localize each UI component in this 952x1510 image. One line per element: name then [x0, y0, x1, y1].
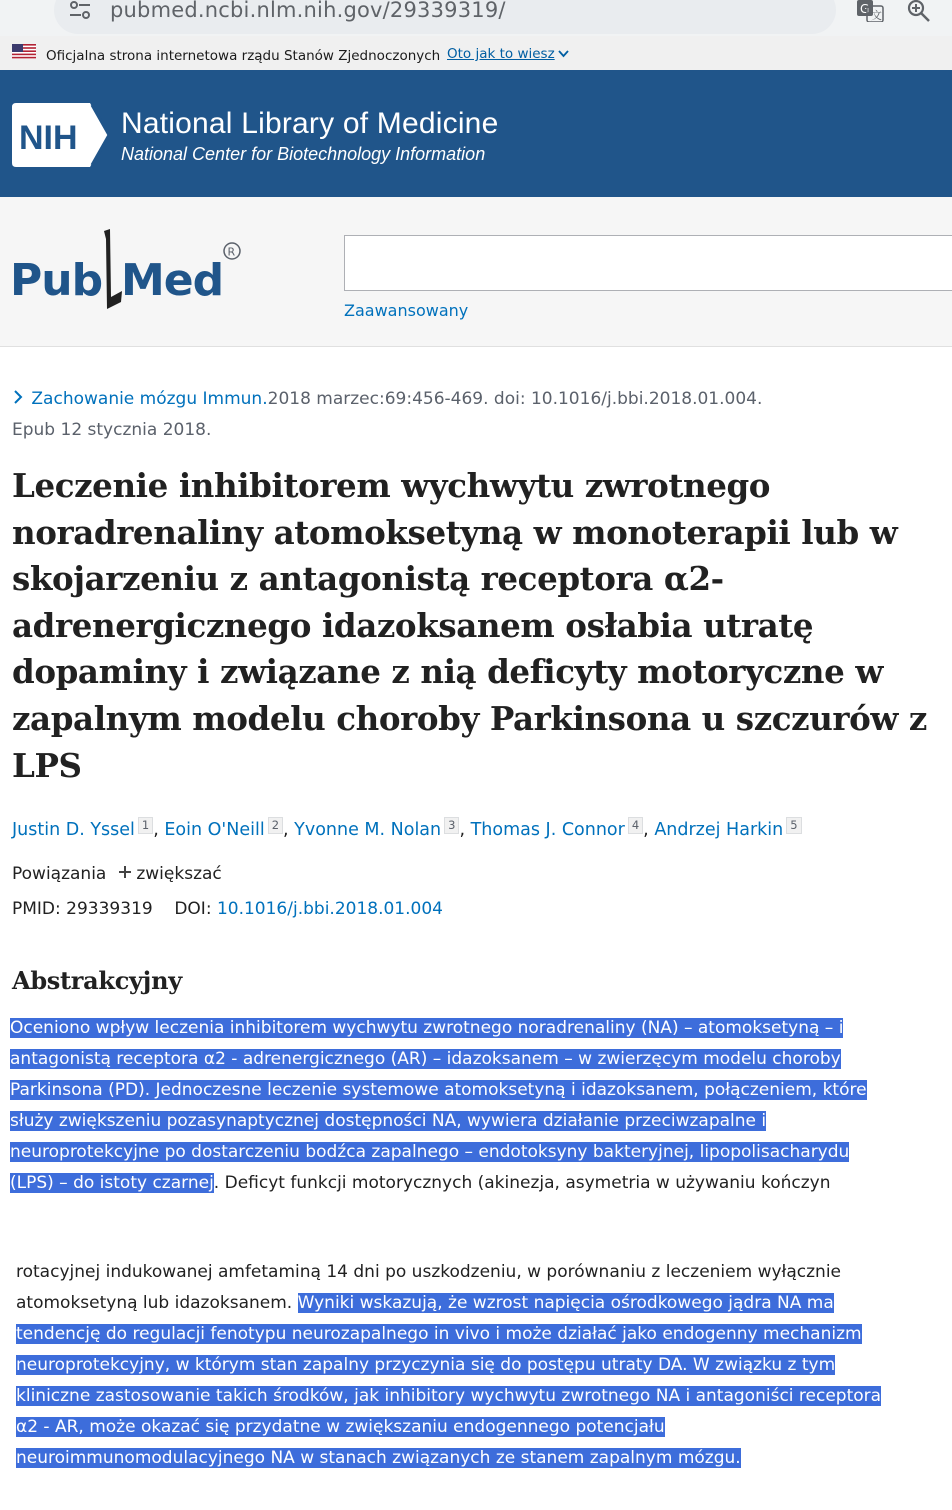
- selected-text: Oceniono wpływ leczenia inhibitorem wychwytu zwrotnego noradrenaliny (NA) – atomoksetyną – i: [10, 1018, 844, 1038]
- selected-text: neuroimmunomodulacyjnego NA w stanach związanych ze stanem zapalnym mózgu.: [16, 1448, 741, 1468]
- affiliations-toggle[interactable]: [12, 864, 222, 884]
- doi-label: DOI:: [174, 899, 212, 919]
- selected-text: kliniczne zastosowanie takich środków, jak inhibitory wychwytu zwrotnego NA i antagoniści receptora: [16, 1386, 882, 1406]
- advanced-search-link[interactable]: Zaawansowany: [344, 301, 469, 320]
- author-link[interactable]: Eoin O'Neill: [164, 820, 265, 840]
- us-flag-icon: [12, 44, 36, 59]
- selected-text: (LPS) – do istoty czarnej: [10, 1173, 214, 1193]
- abstract-line: [16, 1350, 835, 1381]
- nih-logo[interactable]: [12, 103, 110, 167]
- abstract-line: [10, 1137, 849, 1168]
- nih-subtitle: National Center for Biotechnology Information: [121, 144, 486, 164]
- epub-date: Epub 12 stycznia 2018.: [12, 420, 212, 440]
- expand-label: zwiększać: [136, 864, 222, 884]
- affiliations-label: Powiązania: [12, 864, 107, 884]
- abstract-heading: Abstrakcyjny: [12, 966, 182, 995]
- author-link[interactable]: Justin D. Yssel: [12, 820, 135, 840]
- selected-text: tendencję do regulacji fenotypu neurozapalnego in vivo i może działać jako endogenny mechanizm: [16, 1324, 862, 1344]
- svg-text:Med: Med: [121, 255, 224, 306]
- abstract-line: [16, 1319, 862, 1350]
- abstract-line: [10, 1044, 841, 1075]
- pubmed-logo[interactable]: [10, 227, 246, 309]
- svg-text:NIH: NIH: [19, 119, 78, 157]
- affiliation-ref[interactable]: 2: [268, 817, 283, 834]
- abstract-line: [16, 1257, 841, 1288]
- chevron-right-icon: [12, 390, 26, 404]
- article-title: Leczenie inhibitorem wychwytu zwrotnego noradrenaliny atomoksetyną w monoterapii lub w skojarzeniu z antagonistą receptora α2-adrenergicznego idazoksanem osłabia utratę dopaminy i związane z nią deficyty motoryczne w zapalnym modelu choroby Parkinsona u szczurów z LPS: [12, 466, 927, 785]
- svg-text:R: R: [227, 245, 236, 259]
- author-link[interactable]: Andrzej Harkin: [654, 820, 784, 840]
- url-text[interactable]: pubmed.ncbi.nlm.nih.gov/29339319/: [110, 0, 506, 22]
- selected-text: antagonistą receptora α2 ‐ adrenergicznego (AR) – idazoksanem – w zwierzęcym modelu choroby: [10, 1049, 841, 1069]
- abstract-line: [16, 1288, 834, 1319]
- abstract-line: [10, 1013, 843, 1044]
- selected-text: neuroprotekcyjny, w którym stan zapalny przyczynia się do postępu utraty DA. W związku z tym: [16, 1355, 836, 1375]
- author-link[interactable]: Thomas J. Connor: [470, 820, 625, 840]
- abstract-line: [10, 1106, 766, 1137]
- journal-link[interactable]: Zachowanie mózgu Immun.: [31, 389, 268, 409]
- selected-text: α2 ‐ AR, może okazać się przydatne w zwiększaniu endogennego potencjału: [16, 1417, 665, 1437]
- gov-banner: [0, 36, 952, 70]
- selected-text: Wyniki wskazują, że wzrost napięcia ośrodkowego jądra NA ma: [297, 1293, 834, 1313]
- abstract-line: [16, 1443, 741, 1474]
- abstract-line: [16, 1412, 665, 1443]
- gov-banner-link[interactable]: [447, 46, 569, 62]
- svg-text:G: G: [860, 2, 870, 16]
- nih-header: [0, 70, 952, 197]
- site-settings-icon[interactable]: [66, 0, 94, 22]
- abstract-line: [10, 1168, 830, 1199]
- translate-icon[interactable]: [856, 0, 884, 22]
- selected-text: neuroprotekcyjne po dostarczeniu bodźca zapalnego – endotoksyny bakteryjnej, lipopolisacharydu: [10, 1142, 850, 1162]
- chevron-down-icon: [558, 50, 569, 58]
- pmid-label: PMID:: [12, 899, 61, 919]
- authors-list: Justin D. Yssel 1 , Eoin O'Neill 2 , Yvonne M. Nolan 3 , Thomas J. Connor 4 , Andrzej Harkin 5: [12, 815, 942, 845]
- plus-icon: [118, 865, 132, 879]
- citation-details: 2018 marzec:69:456-469. doi: 10.1016/j.bbi.2018.01.004.: [267, 389, 763, 409]
- abstract-text-plain: atomoksetyną lub idazoksanem.: [16, 1293, 298, 1313]
- search-input[interactable]: [344, 235, 952, 291]
- selected-text: służy zwiększeniu pozasynaptycznej dostępności NA, wywiera działanie przeciwzapalne i: [10, 1111, 767, 1131]
- pmid-value: 29339319: [66, 899, 153, 919]
- gov-banner-text: Oficjalna strona internetowa rządu Stanów Zjednoczonych: [46, 48, 441, 64]
- abstract-line: [16, 1381, 881, 1412]
- abstract-text-plain: rotacyjnej indukowanej amfetaminą 14 dni po uszkodzeniu, w porównaniu z leczeniem wyłącznie: [16, 1262, 842, 1282]
- affiliation-ref[interactable]: 3: [444, 817, 459, 834]
- abstract-text-plain: . Deficyt funkcji motorycznych (akinezja, asymetria w używaniu kończyn: [213, 1173, 831, 1193]
- abstract-line: [10, 1075, 867, 1106]
- gov-banner-link-label: Oto jak to wiesz: [447, 46, 555, 62]
- svg-text:文: 文: [871, 9, 882, 22]
- doi-link[interactable]: 10.1016/j.bbi.2018.01.004: [216, 899, 443, 919]
- identifiers: [12, 899, 443, 919]
- svg-text:Pub: Pub: [10, 255, 103, 306]
- nih-title[interactable]: National Library of Medicine: [121, 107, 499, 140]
- affiliation-ref[interactable]: 4: [628, 817, 643, 834]
- browser-toolbar: [0, 0, 952, 36]
- affiliation-ref[interactable]: 1: [138, 817, 153, 834]
- search-band: [0, 197, 952, 347]
- author-link[interactable]: Yvonne M. Nolan: [294, 820, 442, 840]
- zoom-icon[interactable]: [906, 0, 932, 23]
- affiliation-ref[interactable]: 5: [786, 817, 801, 834]
- citation: [12, 384, 932, 446]
- selected-text: Parkinsona (PD). Jednoczesne leczenie systemowe atomoksetyną i idazoksanem, połączeniem, które: [10, 1080, 867, 1100]
